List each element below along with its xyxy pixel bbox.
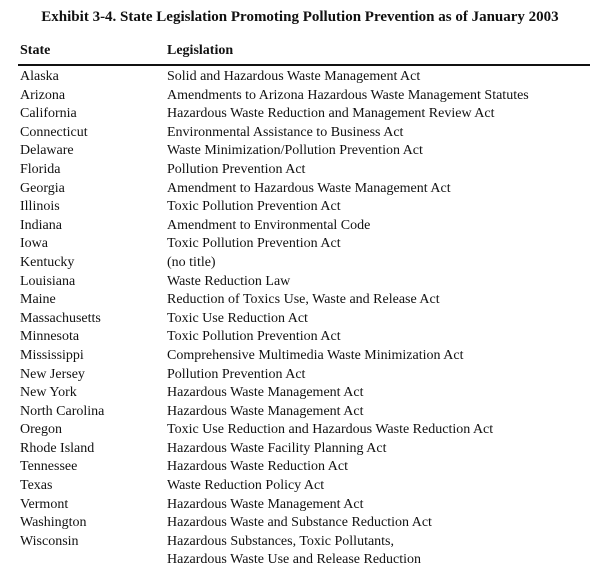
table-row [0,421,600,440]
table-row [0,254,600,273]
legislation-cell: Hazardous Waste Management Act [167,403,364,419]
legislation-cell: Hazardous Waste Management Act [167,496,364,512]
table-row [0,347,600,366]
legislation-cell: Toxic Use Reduction and Hazardous Waste Reduction Act [167,422,494,438]
table-row [0,142,600,161]
state-cell: Alaska [20,69,59,84]
legislation-cell: Amendments to Arizona Hazardous Waste Management Statutes [167,87,529,103]
table-row [0,496,600,515]
legislation-cell: Waste Reduction Law [167,273,291,289]
table-row [0,105,600,124]
state-cell: Texas [20,478,53,494]
legislation-cell: Hazardous Waste Reduction Act [167,459,348,475]
state-cell: Mississippi [20,347,84,363]
table-row [0,328,600,347]
table-row [0,87,600,106]
state-cell: Massachusetts [20,310,101,326]
legislation-cell: Hazardous Waste Reduction and Management Review Act [167,106,495,122]
legislation-table-body [0,68,600,568]
state-cell: Arizona [20,87,66,103]
table-row [0,310,600,329]
legislation-cell: Pollution Prevention Act [167,161,306,177]
legislation-cell: Toxic Pollution Prevention Act [167,236,341,252]
legislation-cell: Reduction of Toxics Use, Waste and Release Act [167,292,440,308]
state-cell: Louisiana [20,273,76,289]
state-cell: Vermont [20,496,69,512]
legislation-cell: Amendment to Environmental Code [167,217,371,233]
legislation-cell: Amendment to Hazardous Waste Management Act [167,180,451,196]
table-row [0,124,600,143]
table-row [0,477,600,496]
legislation-cell: Comprehensive Multimedia Waste Minimization Act [167,347,464,363]
table-row [0,533,600,568]
column-header-legislation: Legislation [167,43,234,58]
legislation-cell: Environmental Assistance to Business Act [167,124,404,140]
state-cell: Illinois [20,199,60,215]
table-row [0,217,600,236]
legislation-cell: Solid and Hazardous Waste Management Act [167,69,421,84]
state-cell: Tennessee [20,459,78,475]
state-cell: Delaware [20,143,74,159]
state-cell: Washington [20,515,87,531]
state-cell: Florida [20,161,61,177]
legislation-cell: Waste Reduction Policy Act [167,478,325,494]
legislation-cell: Pollution Prevention Act [167,366,306,382]
state-cell: New York [20,385,77,401]
state-cell: North Carolina [20,403,105,419]
table-row [0,180,600,199]
legislation-cell: Hazardous Waste and Substance Reduction Act [167,515,432,531]
state-cell: Rhode Island [20,440,95,456]
table-row [0,68,600,87]
legislation-cell: Hazardous Substances, Toxic Pollutants, Hazardous Waste Use and Release Reduction [167,533,422,568]
column-header-state: State [20,43,51,58]
state-cell: Oregon [20,422,62,438]
table-row [0,235,600,254]
state-cell: New Jersey [20,366,85,382]
state-cell: Georgia [20,180,65,196]
legislation-cell: Waste Minimization/Pollution Prevention Act [167,143,423,159]
table-row [0,440,600,459]
table-row [0,384,600,403]
legislation-cell: Toxic Use Reduction Act [167,310,308,326]
table-row [0,366,600,385]
exhibit-title: Exhibit 3-4. State Legislation Promoting Pollution Prevention as of January 2003 [41,9,559,25]
state-cell: Wisconsin [20,533,79,549]
table-row [0,161,600,180]
header-divider [18,64,590,66]
state-cell: California [20,106,77,122]
legislation-cell: (no title) [167,254,216,270]
state-cell: Minnesota [20,329,80,345]
legislation-cell: Hazardous Waste Management Act [167,385,364,401]
state-cell: Maine [20,292,56,308]
legislation-cell: Hazardous Waste Facility Planning Act [167,440,387,456]
table-row [0,514,600,533]
table-row [0,458,600,477]
legislation-cell: Toxic Pollution Prevention Act [167,199,341,215]
state-cell: Connecticut [20,124,88,140]
table-row [0,198,600,217]
state-cell: Iowa [20,236,48,252]
state-cell: Kentucky [20,254,75,270]
legislation-cell: Toxic Pollution Prevention Act [167,329,341,345]
table-row [0,403,600,422]
table-row [0,273,600,292]
state-cell: Indiana [20,217,62,233]
table-row [0,291,600,310]
